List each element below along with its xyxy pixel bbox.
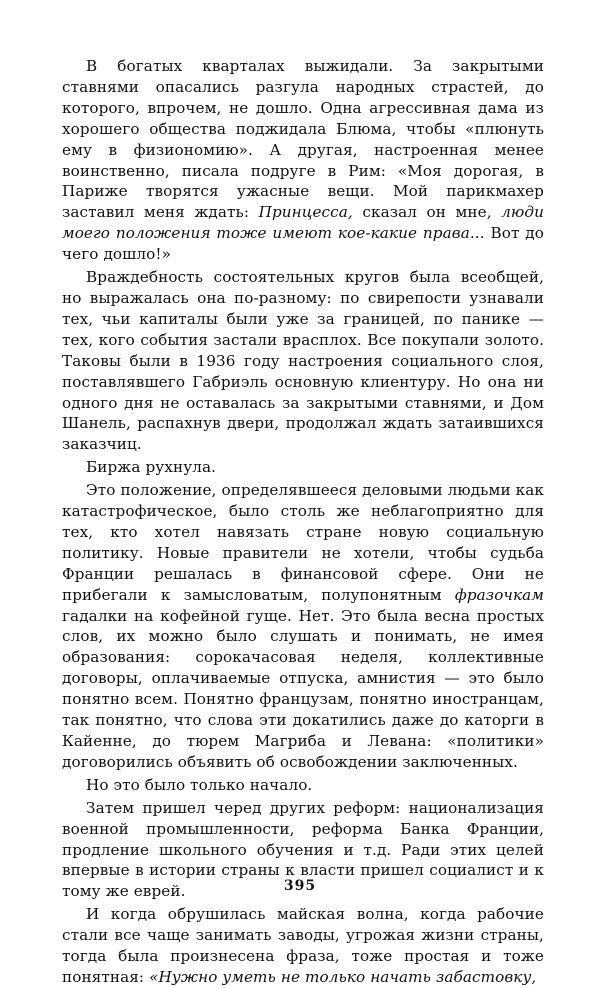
- italic-text: люди моего положения тоже имеют кое-какие права...: [62, 203, 545, 243]
- italic-text: фразочкам: [454, 585, 544, 604]
- page-number: 395: [283, 878, 317, 894]
- paragraph: [62, 56, 544, 265]
- paragraph: [62, 480, 544, 773]
- body-text: [62, 56, 544, 988]
- text-run: гадалки на кофейной гуще. Нет. Это была весна простых слов, их можно было слушать и понимать, не имея образования: сорокачасовая неделя, коллективные договоры, оплачиваемые отпуска, амнистия — это было понятно всем. Понятно французам, понятно иностранцам, так понятно, что слова эти докатились даже до каторги в Кайенне, до тюрем Магриба и Левана: «политики» договорились объявить об освобождении заключенных.: [62, 606, 544, 771]
- text-run: И когда обрушилась майская волна, когда рабочие стали все чаще занимать заводы, угрожая жизни страны, тогда была произнесена фраза, тоже простая и тоже понятная:: [62, 905, 544, 986]
- text-run: Затем пришел черед других реформ: национализация военной промышленности, реформа Банка Франции, продление школьного обучения и т.д. Ради этих целей впервые в истории страны к власти пришел социалист и к тому же еврей.: [62, 798, 544, 901]
- paragraph: [62, 457, 544, 478]
- paragraph: [62, 267, 544, 455]
- italic-text: «Нужно уметь не только начать забастовку,: [149, 967, 537, 986]
- text-run: Это положение, определявшееся деловыми людьми как катастрофическое, было столь же неблагоприятно для тех, кто хотел навязать стране новую социальную политику. Новые правители не хотели, чтобы судьба Франции решалась в финансовой сфере. Они не прибегали к замысловатым, полупонятным: [62, 481, 544, 604]
- text-run: Враждебность состоятельных кругов была всеобщей, но выражалась она по-разному: по свирепости узнавали тех, чьи капиталы были уже за границей, по панике — тех, кого события застали врасплох. Все покупали золото. Таковы были в 1936 году настроения социального слоя, поставлявшего Габриэль основную клиентуру. Но она ни одного дня не оставалась за закрытыми ставнями, и Дом Шанель, распахнув двери, продолжал ждать затаившихся заказчиц.: [62, 268, 544, 454]
- text-run: Но это было только начало.: [86, 775, 313, 794]
- text-run: Вот до чего дошло!»: [62, 224, 544, 264]
- text-run: Биржа рухнула.: [86, 458, 217, 477]
- text-run: сказал он мне,: [352, 203, 502, 222]
- paragraph: [62, 904, 544, 988]
- paragraph: [62, 775, 544, 796]
- italic-text: Принцесса,: [258, 203, 353, 222]
- text-run: В богатых кварталах выжидали. За закрытыми ставнями опасались разгула народных страстей, до которого, впрочем, не дошло. Одна агрессивная дама из хорошего общества поджидала Блюма, чтобы «плюнуть ему в физиономию». А другая, настроенная менее воинственно, писала подруге в Рим: «Моя дорогая, в Париже творятся ужасные вещи. Мой парикмахер заставил меня ждать:: [62, 57, 544, 222]
